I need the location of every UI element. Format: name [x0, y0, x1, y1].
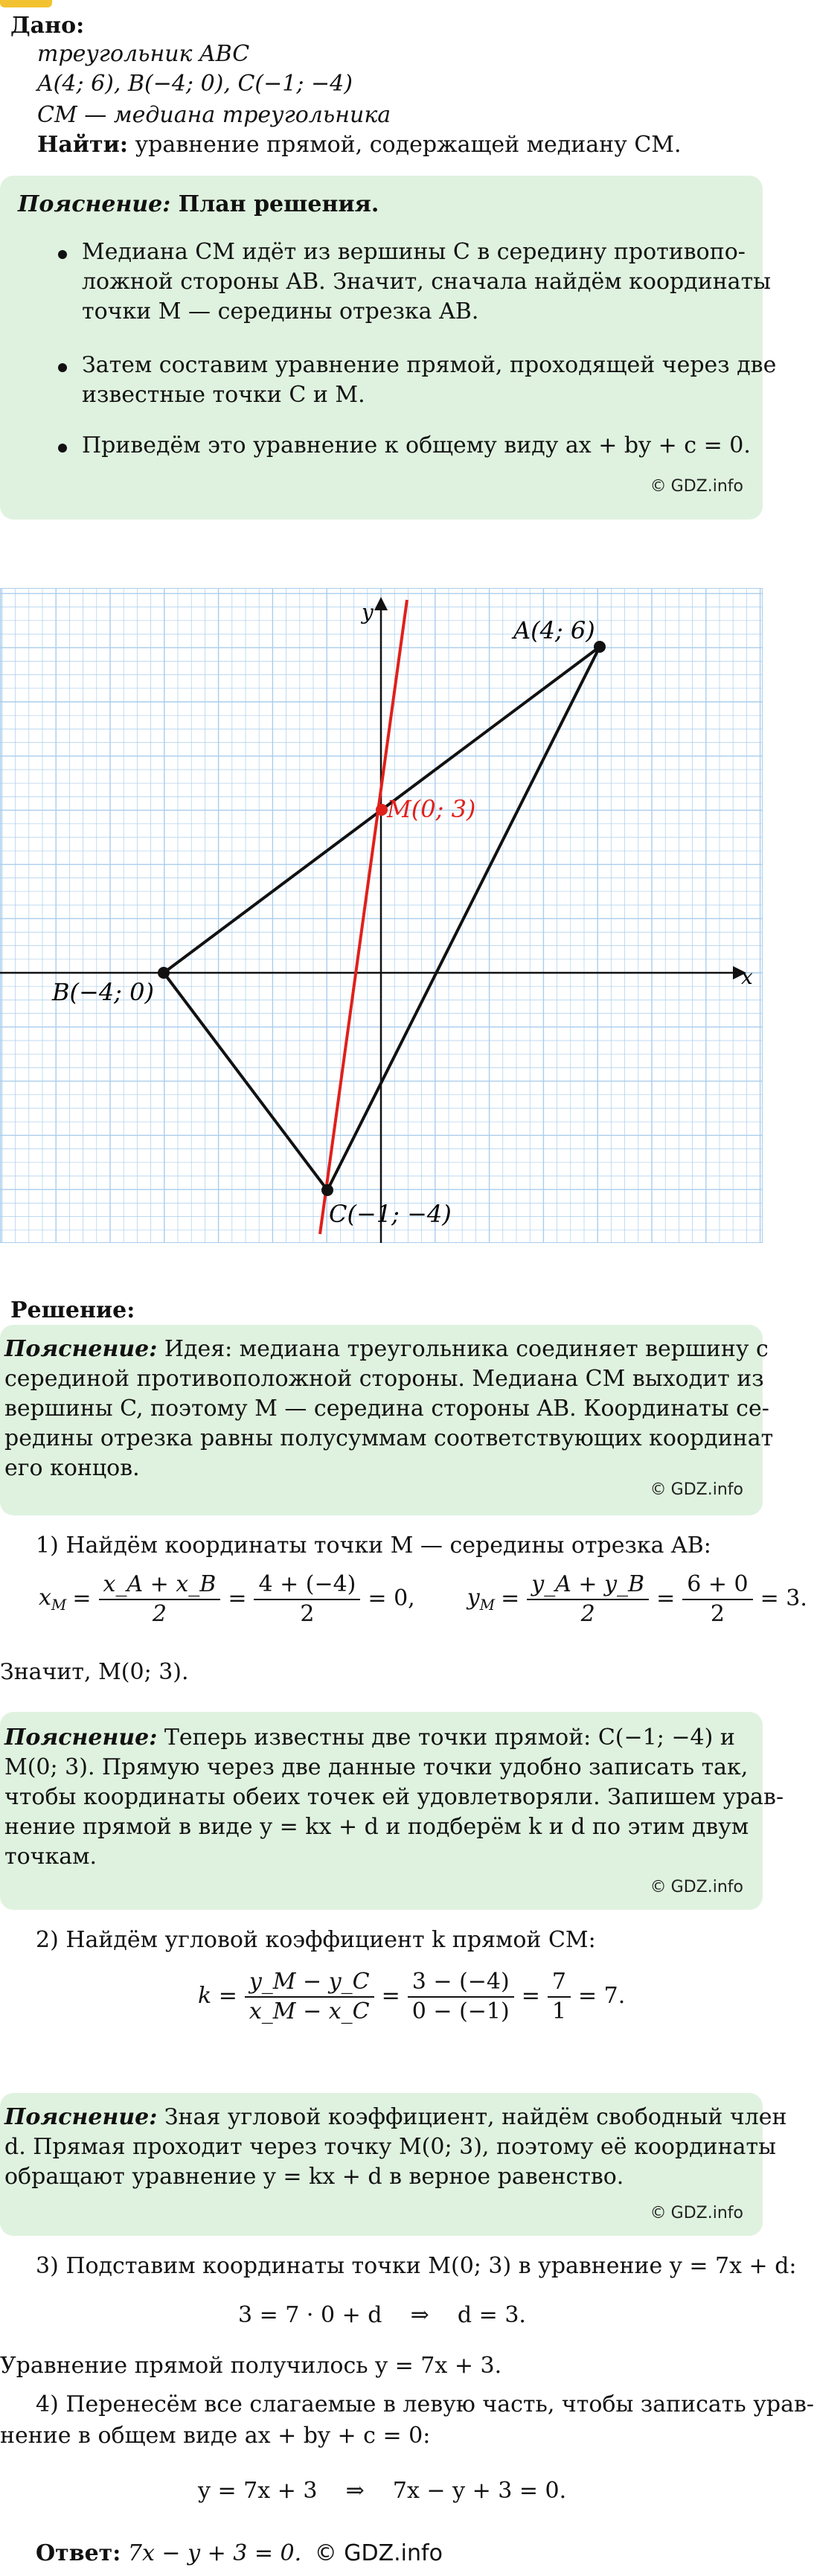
ym-result: = 3. [760, 1585, 807, 1612]
point-C [321, 1184, 333, 1196]
note1-source: © GDZ.info [650, 1478, 743, 1501]
plan-b1-l2: ложной стороны AB. Значит, сначала найдём координаты [82, 269, 772, 295]
median-line [320, 600, 407, 1234]
plan-heading [18, 189, 379, 221]
plan-b2-l1: Затем составим уравнение прямой, проходящей через две [82, 352, 777, 378]
plan-b1-l3: точки M — середины отрезка AB. [82, 298, 479, 325]
given-title: Дано: [10, 13, 85, 39]
note3-em: Пояснение: [4, 2104, 158, 2130]
note3-l2: d. Прямая проходит через точку M(0; 3), поэтому её координаты [4, 2134, 776, 2160]
xm-frac-1: $\frac{x\_A + x\_B}{2}$ [99, 1570, 221, 1628]
note1-l4: редины отрезка равны полусуммам соответствующих координат [4, 1425, 774, 1451]
note3-l1 [4, 2102, 787, 2134]
plan-bullet-1 [58, 250, 67, 259]
step2-formula: k = $\frac{y\_M - y\_C}{x\_M - x\_C}$ = $\frac{3 - (-4)}{0 - (-1)}$ = $\frac{7}{1}$ = 7. [198, 1969, 626, 2024]
ym-frac-2: $\frac{6 + 0}{2}$ [682, 1570, 752, 1628]
note2-box [0, 1712, 784, 1910]
plan-box [0, 176, 777, 520]
solution-title: Решение: [10, 1297, 135, 1323]
note3-l1-text: Зная угловой коэффициент, найдём свободный член [157, 2104, 787, 2130]
step3-equation: 3 = 7 · 0 + d ⇒ d = 3. [238, 2302, 526, 2328]
y-axis-arrow [374, 597, 388, 610]
answer [36, 2538, 443, 2570]
xm-frac-2: $\frac{4 + (-4)}{2}$ [254, 1570, 360, 1628]
step1-text: 1) Найдём координаты точки M — середины отрезка AB: [36, 1533, 711, 1559]
xm-symbol: $x_M$ [39, 1585, 67, 1614]
note1-l2: серединой противоположной стороны. Медиана CM выходит из [4, 1366, 764, 1392]
ym-symbol: $y_M$ [467, 1585, 496, 1614]
given-triangle: треугольник ABC [37, 41, 250, 67]
y-axis-label: y [362, 600, 374, 624]
plan-bullet-2 [58, 363, 67, 372]
k-frac-1: $\frac{y\_M - y\_C}{x\_M - x\_C}$ [245, 1968, 374, 2025]
label-B: B(−4; 0) [52, 978, 154, 1006]
note2-l2: M(0; 3). Прямую через две данные точки удобно записать так, [4, 1754, 749, 1780]
ym-frac-1: $\frac{y\_A + y\_B}{2}$ [527, 1570, 649, 1628]
note1-l5: его концов. [4, 1455, 140, 1481]
plan-b2-l2: известные точки C и M. [82, 382, 365, 408]
note2-source: © GDZ.info [650, 1876, 743, 1899]
answer-source: © GDZ.info [314, 2540, 443, 2566]
given-median: CM — медиана треугольника [37, 102, 391, 128]
note2-l1 [4, 1722, 735, 1754]
plan-b1-l1: Медиана CM идёт из вершины C в середину противопо- [82, 239, 746, 265]
note3-l3: обращают уравнение y = kx + d в верное равенство. [4, 2164, 624, 2190]
given-points: A(4; 6), B(−4; 0), C(−1; −4) [37, 71, 353, 97]
k-frac-2: $\frac{3 - (-4)}{0 - (-1)}$ [408, 1968, 514, 2025]
given-find [37, 130, 682, 162]
step2-text: 2) Найдём угловой коэффициент k прямой CM: [36, 1927, 596, 1953]
plan-bullet-3 [58, 444, 67, 453]
note1-l1-text: Идея: медиана треугольника соединяет вершину с [157, 1336, 769, 1362]
step4-equation: y = 7x + 3 ⇒ 7x − y + 3 = 0. [198, 2478, 567, 2504]
label-C: C(−1; −4) [329, 1200, 452, 1228]
note2-l1-text: Теперь известны две точки прямой: C(−1; −4) и [157, 1725, 735, 1751]
k-symbol: k = [198, 1983, 237, 2010]
step4-l2: нение в общем виде ax + by + c = 0: [0, 2423, 431, 2449]
k-frac-3: $\frac{7}{1}$ [548, 1968, 571, 2025]
point-M [376, 804, 388, 816]
given-tag [0, 0, 52, 7]
k-result: = 7. [577, 1983, 626, 2010]
label-A: A(4; 6) [513, 616, 595, 645]
step1-formula: $x_M$ = $\frac{x\_A + x\_B}{2}$ = $\frac{4 + (-4)}{2}$ = 0, $y_M$ = $\frac{y\_A + y\_B}{2}$ = $\frac{6 + 0}{2}$ = 3. [39, 1571, 807, 1627]
point-A [594, 641, 606, 653]
note3-source: © GDZ.info [650, 2202, 743, 2225]
label-M: M(0; 3) [387, 795, 476, 823]
xm-result: = 0, [368, 1585, 415, 1612]
note2-l5: точкам. [4, 1844, 97, 1870]
note1-l1 [4, 1334, 769, 1366]
plan-heading-em: Пояснение: [18, 191, 171, 217]
step1-conclusion: Значит, M(0; 3). [0, 1659, 189, 1685]
plan-source: © GDZ.info [650, 475, 743, 498]
coordinate-graph [0, 588, 763, 1243]
plan-heading-text: План решения. [170, 191, 379, 217]
find-label: Найти: [37, 132, 128, 158]
note2-l3: чтобы координаты обеих точек ей удовлетворяли. Запишем урав- [4, 1784, 784, 1810]
plan-b3-l1: Приведём это уравнение к общему виду ax + by + c = 0. [82, 432, 751, 458]
note3-box [0, 2093, 787, 2236]
note2-em: Пояснение: [4, 1725, 158, 1751]
step3-conclusion: Уравнение прямой получилось y = 7x + 3. [0, 2353, 502, 2379]
note1-em: Пояснение: [4, 1336, 158, 1362]
step3-text: 3) Подставим координаты точки M(0; 3) в уравнение y = 7x + d: [36, 2253, 797, 2279]
note1-box [0, 1325, 774, 1515]
note1-l3: вершины C, поэтому M — середина стороны AB. Координаты се- [4, 1396, 769, 1422]
answer-value: 7x − y + 3 = 0. [121, 2540, 302, 2566]
find-text: уравнение прямой, содержащей медиану CM. [127, 132, 682, 158]
x-axis-label: x [741, 965, 753, 989]
step4-l1: 4) Перенесём все слагаемые в левую часть, чтобы записать урав- [36, 2391, 814, 2417]
note2-l4: нение прямой в виде y = kx + d и подберём k и d по этим двум [4, 1814, 749, 1840]
answer-label: Ответ: [36, 2540, 121, 2566]
point-B [158, 967, 170, 979]
